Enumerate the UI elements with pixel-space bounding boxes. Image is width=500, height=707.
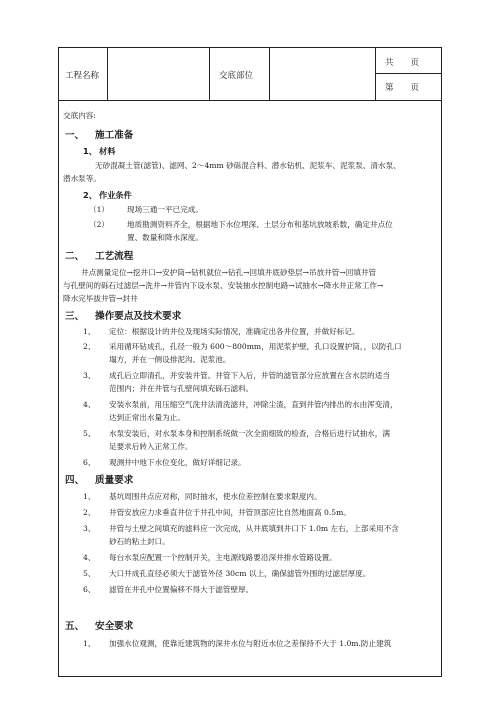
list-number: 3、 xyxy=(83,524,96,533)
list-item-text: 定位：根据设计的井位及现场实际情况，准确定出各井位置，并做好标记。 xyxy=(109,327,360,336)
list-number: 5、 xyxy=(83,429,96,438)
list-item-text: 加强水位观测，使靠近建筑物的深井水位与附近水位之差保持不大于 1.0m.防止建筑 xyxy=(109,639,392,648)
list-number: 2、 xyxy=(83,342,96,351)
list-item-text: 范围内；并在井管与孔壁间填充砾石滤料。 xyxy=(109,384,254,393)
section-title: 工艺流程 xyxy=(95,251,134,262)
list-item-text: 观测井中地下水位变化，做好详细记录。 xyxy=(109,458,246,467)
list-item-text: 大口井成孔直径必须大于滤管外径 30cm 以上，确保滤管外围的过滤层厚度。 xyxy=(109,569,371,578)
section-title: 安全要求 xyxy=(95,621,134,632)
section-number: 五、 xyxy=(65,621,85,632)
handover-part-label: 交底部位 xyxy=(219,71,254,81)
divider xyxy=(107,48,108,100)
list-item-text: 安装水泵前，用压缩空气洗井法清洗滤井，冲除尘渣，直到井管内排出的水由浑变清， xyxy=(109,400,398,409)
subsection-number: 1、 xyxy=(83,146,97,156)
section-number: 二、 xyxy=(65,251,85,262)
paragraph-line: 与孔壁间的砾石过滤层→洗井→井管内下设水泵、安装抽水控制电路→试抽水→降水井正常工作→ xyxy=(63,281,384,290)
list-number: 5、 xyxy=(83,569,96,578)
paragraph-line: 无砂混凝土管(滤管)、滤网、2～4mm 砂砾混合料、潜水钻机、泥浆车、泥浆泵、清水泵、 xyxy=(95,161,401,170)
divider xyxy=(209,48,210,100)
divider xyxy=(375,73,441,74)
list-number: 4、 xyxy=(83,400,96,409)
list-number: 6、 xyxy=(83,458,96,467)
list-number: （2） xyxy=(89,220,110,229)
section-number: 一、 xyxy=(65,130,85,141)
paragraph-line: 降水完毕拔井管→封井 xyxy=(63,294,138,303)
list-item-text: 采用循环钻成孔，孔径一般为 600～800mm，用泥浆护壁，孔口设置护筒，，以防孔口 xyxy=(109,342,402,351)
list-item-text: 现场三通一平已完成。 xyxy=(127,205,203,214)
list-number: 4、 xyxy=(83,553,96,562)
subsection-title: 作业条件 xyxy=(99,190,132,200)
section-title: 质量要求 xyxy=(95,475,134,486)
section-title: 施工准备 xyxy=(95,130,134,141)
list-number: （1） xyxy=(89,205,110,214)
paragraph-line: 潜水泵等。 xyxy=(63,174,101,183)
project-name-label: 工程名称 xyxy=(65,71,100,81)
list-item-text: 水泵安装后，对水泵本身和控制系统做一次全面细致的检查，合格后进行试抽水，满 xyxy=(109,429,390,438)
list-item-text: 砂石的粘土封口。 xyxy=(109,537,170,546)
handover-form xyxy=(58,47,442,677)
list-item-text: 足要求后转入正常工作。 xyxy=(109,442,193,451)
subsection-number: 2、 xyxy=(83,190,97,200)
section-title: 操作要点及技术要求 xyxy=(95,311,182,322)
paragraph-line: 井点测量定位→挖井口→安护筒→钻机就位→钻孔→回填井底砂垫层→吊放井管→回填井管 xyxy=(81,268,377,277)
list-number: 6、 xyxy=(83,585,96,594)
list-item-text: 基坑周围井点应对称，同时抽水，使水位差控制在要求限度内。 xyxy=(109,492,322,501)
list-item-text: 成孔后立即清孔，并安装井管。井管下入后，井管的滤管部分应放置在含水层的适当 xyxy=(109,371,390,380)
total-pages-label: 共 页 xyxy=(385,58,420,68)
list-number: 1、 xyxy=(83,639,96,648)
page-number-label: 第 页 xyxy=(385,83,420,93)
list-item-text: 达到正常出水量为止。 xyxy=(109,413,185,422)
divider xyxy=(269,48,270,100)
list-number: 1、 xyxy=(83,327,96,336)
list-item-text: 置、数量和降水深度。 xyxy=(127,233,203,242)
list-item-text: 每台水泵应配置一个控制开关，主电源线路要沿深井排水管路设置。 xyxy=(109,553,337,562)
subsection-title: 材料 xyxy=(99,146,116,156)
list-item-text: 地质勘测资料齐全，根据地下水位埋深、土层分布和基坑放坡系数，确定井点位 xyxy=(127,220,393,229)
list-number: 3、 xyxy=(83,371,96,380)
section-number: 四、 xyxy=(65,475,85,486)
form-header xyxy=(59,48,441,101)
list-item-text: 滤管在井孔中位置偏移不得大于滤管壁厚。 xyxy=(109,585,254,594)
content-label: 交底内容: xyxy=(63,111,96,120)
list-item-text: 井管安放应力求垂直井位于井孔中间，井管顶部应比自然地面高 0.5m。 xyxy=(109,508,351,517)
section-number: 三、 xyxy=(65,311,85,322)
divider xyxy=(375,48,376,100)
list-item-text: 井管与土壁之间填充的滤料应一次完成，从井底填到井口下 1.0m 左右，上部采用不含 xyxy=(109,524,399,533)
list-item-text: 塌方，并在一侧设排泥沟、泥浆池。 xyxy=(109,355,231,364)
list-number: 1、 xyxy=(83,492,96,501)
list-number: 2、 xyxy=(83,508,96,517)
